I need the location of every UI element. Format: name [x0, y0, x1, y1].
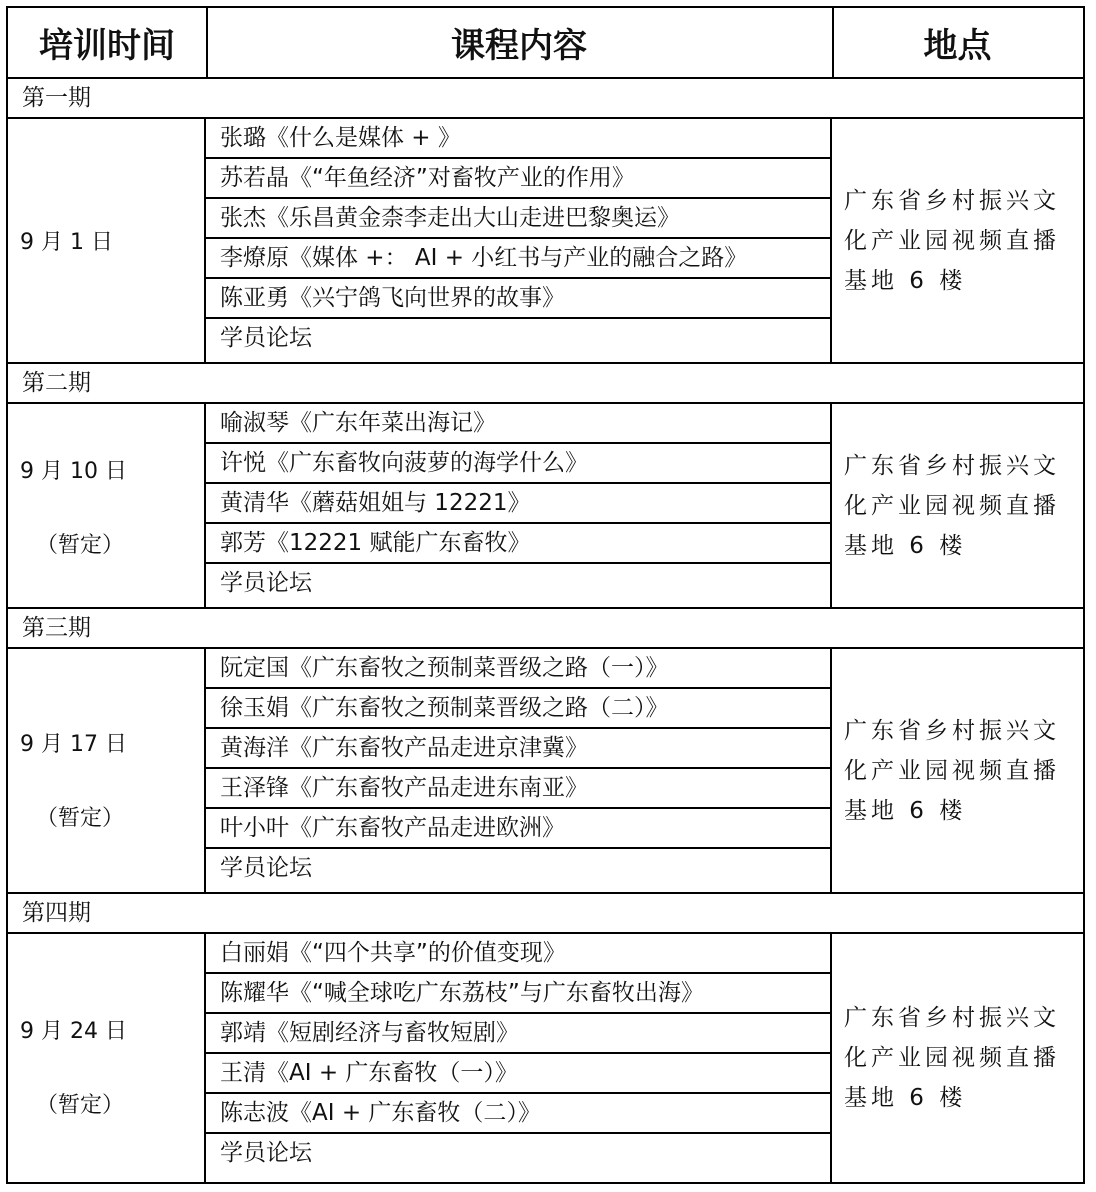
course-item: 张杰《乐昌黄金柰李走出大山走进巴黎奥运》	[206, 199, 830, 239]
header-divider	[206, 8, 208, 79]
session-date: 9 月 1 日	[20, 230, 113, 255]
course-item: 叶小叶《广东畜牧产品走进欧洲》	[206, 809, 830, 849]
period-row: 第二期	[8, 364, 1083, 404]
session-note: （暂定）	[36, 533, 125, 558]
course-item: 黄清华《蘑菇姐姐与 12221》	[206, 484, 830, 524]
session-date-cell	[8, 934, 206, 1182]
session-block	[8, 119, 1083, 364]
header-time: 培训时间	[8, 8, 206, 79]
session-place: 广东省乡村振兴文化产业园视频直播基地 6 楼	[844, 1005, 1060, 1111]
session-note: （暂定）	[36, 806, 125, 831]
course-list	[206, 404, 832, 607]
period-row: 第一期	[8, 79, 1083, 119]
course-list	[206, 649, 832, 892]
course-item: 学员论坛	[220, 570, 312, 596]
session-date: 9 月 10 日	[20, 459, 127, 484]
course-item: 陈亚勇《兴宁鸽飞向世界的故事》	[206, 279, 830, 319]
header-divider	[832, 8, 834, 79]
session-date-cell	[8, 404, 206, 607]
session-block	[8, 649, 1083, 894]
session-date: 9 月 24 日	[20, 1019, 127, 1044]
course-item: 徐玉娟《广东畜牧之预制菜晋级之路（二）》	[206, 689, 830, 729]
course-item: 陈耀华《“喊全球吃广东荔枝”与广东畜牧出海》	[206, 974, 830, 1014]
session-place-cell	[832, 404, 1083, 607]
course-item: 王泽锋《广东畜牧产品走进东南亚》	[206, 769, 830, 809]
session-place-cell	[832, 934, 1083, 1182]
session-place: 广东省乡村振兴文化产业园视频直播基地 6 楼	[844, 187, 1060, 294]
course-list	[206, 119, 832, 362]
course-item: 郭芳《12221 赋能广东畜牧》	[206, 524, 830, 564]
course-item: 学员论坛	[220, 855, 312, 881]
course-item: 陈志波《AI + 广东畜牧（二）》	[206, 1094, 830, 1134]
course-item: 张璐《什么是媒体 + 》	[206, 119, 830, 159]
course-item: 王清《AI + 广东畜牧（一）》	[206, 1054, 830, 1094]
course-item: 学员论坛	[220, 1140, 312, 1166]
session-place: 广东省乡村振兴文化产业园视频直播基地 6 楼	[844, 717, 1060, 824]
session-date-cell	[8, 649, 206, 892]
course-item: 阮定国《广东畜牧之预制菜晋级之路（一）》	[206, 649, 830, 689]
schedule-table	[6, 6, 1085, 1184]
course-item: 黄海洋《广东畜牧产品走进京津冀》	[206, 729, 830, 769]
session-date: 9 月 17 日	[20, 732, 127, 757]
header-place: 地点	[832, 8, 1083, 79]
session-block	[8, 934, 1083, 1182]
session-note: （暂定）	[36, 1093, 125, 1118]
course-item: 郭靖《短剧经济与畜牧短剧》	[206, 1014, 830, 1054]
course-item: 许悦《广东畜牧向菠萝的海学什么》	[206, 444, 830, 484]
session-place: 广东省乡村振兴文化产业园视频直播基地 6 楼	[844, 452, 1060, 559]
course-item: 喻淑琴《广东年菜出海记》	[206, 404, 830, 444]
course-item: 学员论坛	[220, 325, 312, 351]
course-item: 苏若晶《“年鱼经济”对畜牧产业的作用》	[206, 159, 830, 199]
course-item: 李燎原《媒体 +： AI + 小红书与产业的融合之路》	[206, 239, 830, 279]
period-row: 第四期	[8, 894, 1083, 934]
session-block	[8, 404, 1083, 609]
header-content: 课程内容	[206, 8, 832, 79]
course-list	[206, 934, 832, 1182]
course-item: 白丽娟《“四个共享”的价值变现》	[206, 934, 830, 974]
session-place-cell	[832, 649, 1083, 892]
session-date-cell	[8, 119, 206, 362]
period-row: 第三期	[8, 609, 1083, 649]
session-place-cell	[832, 119, 1083, 362]
